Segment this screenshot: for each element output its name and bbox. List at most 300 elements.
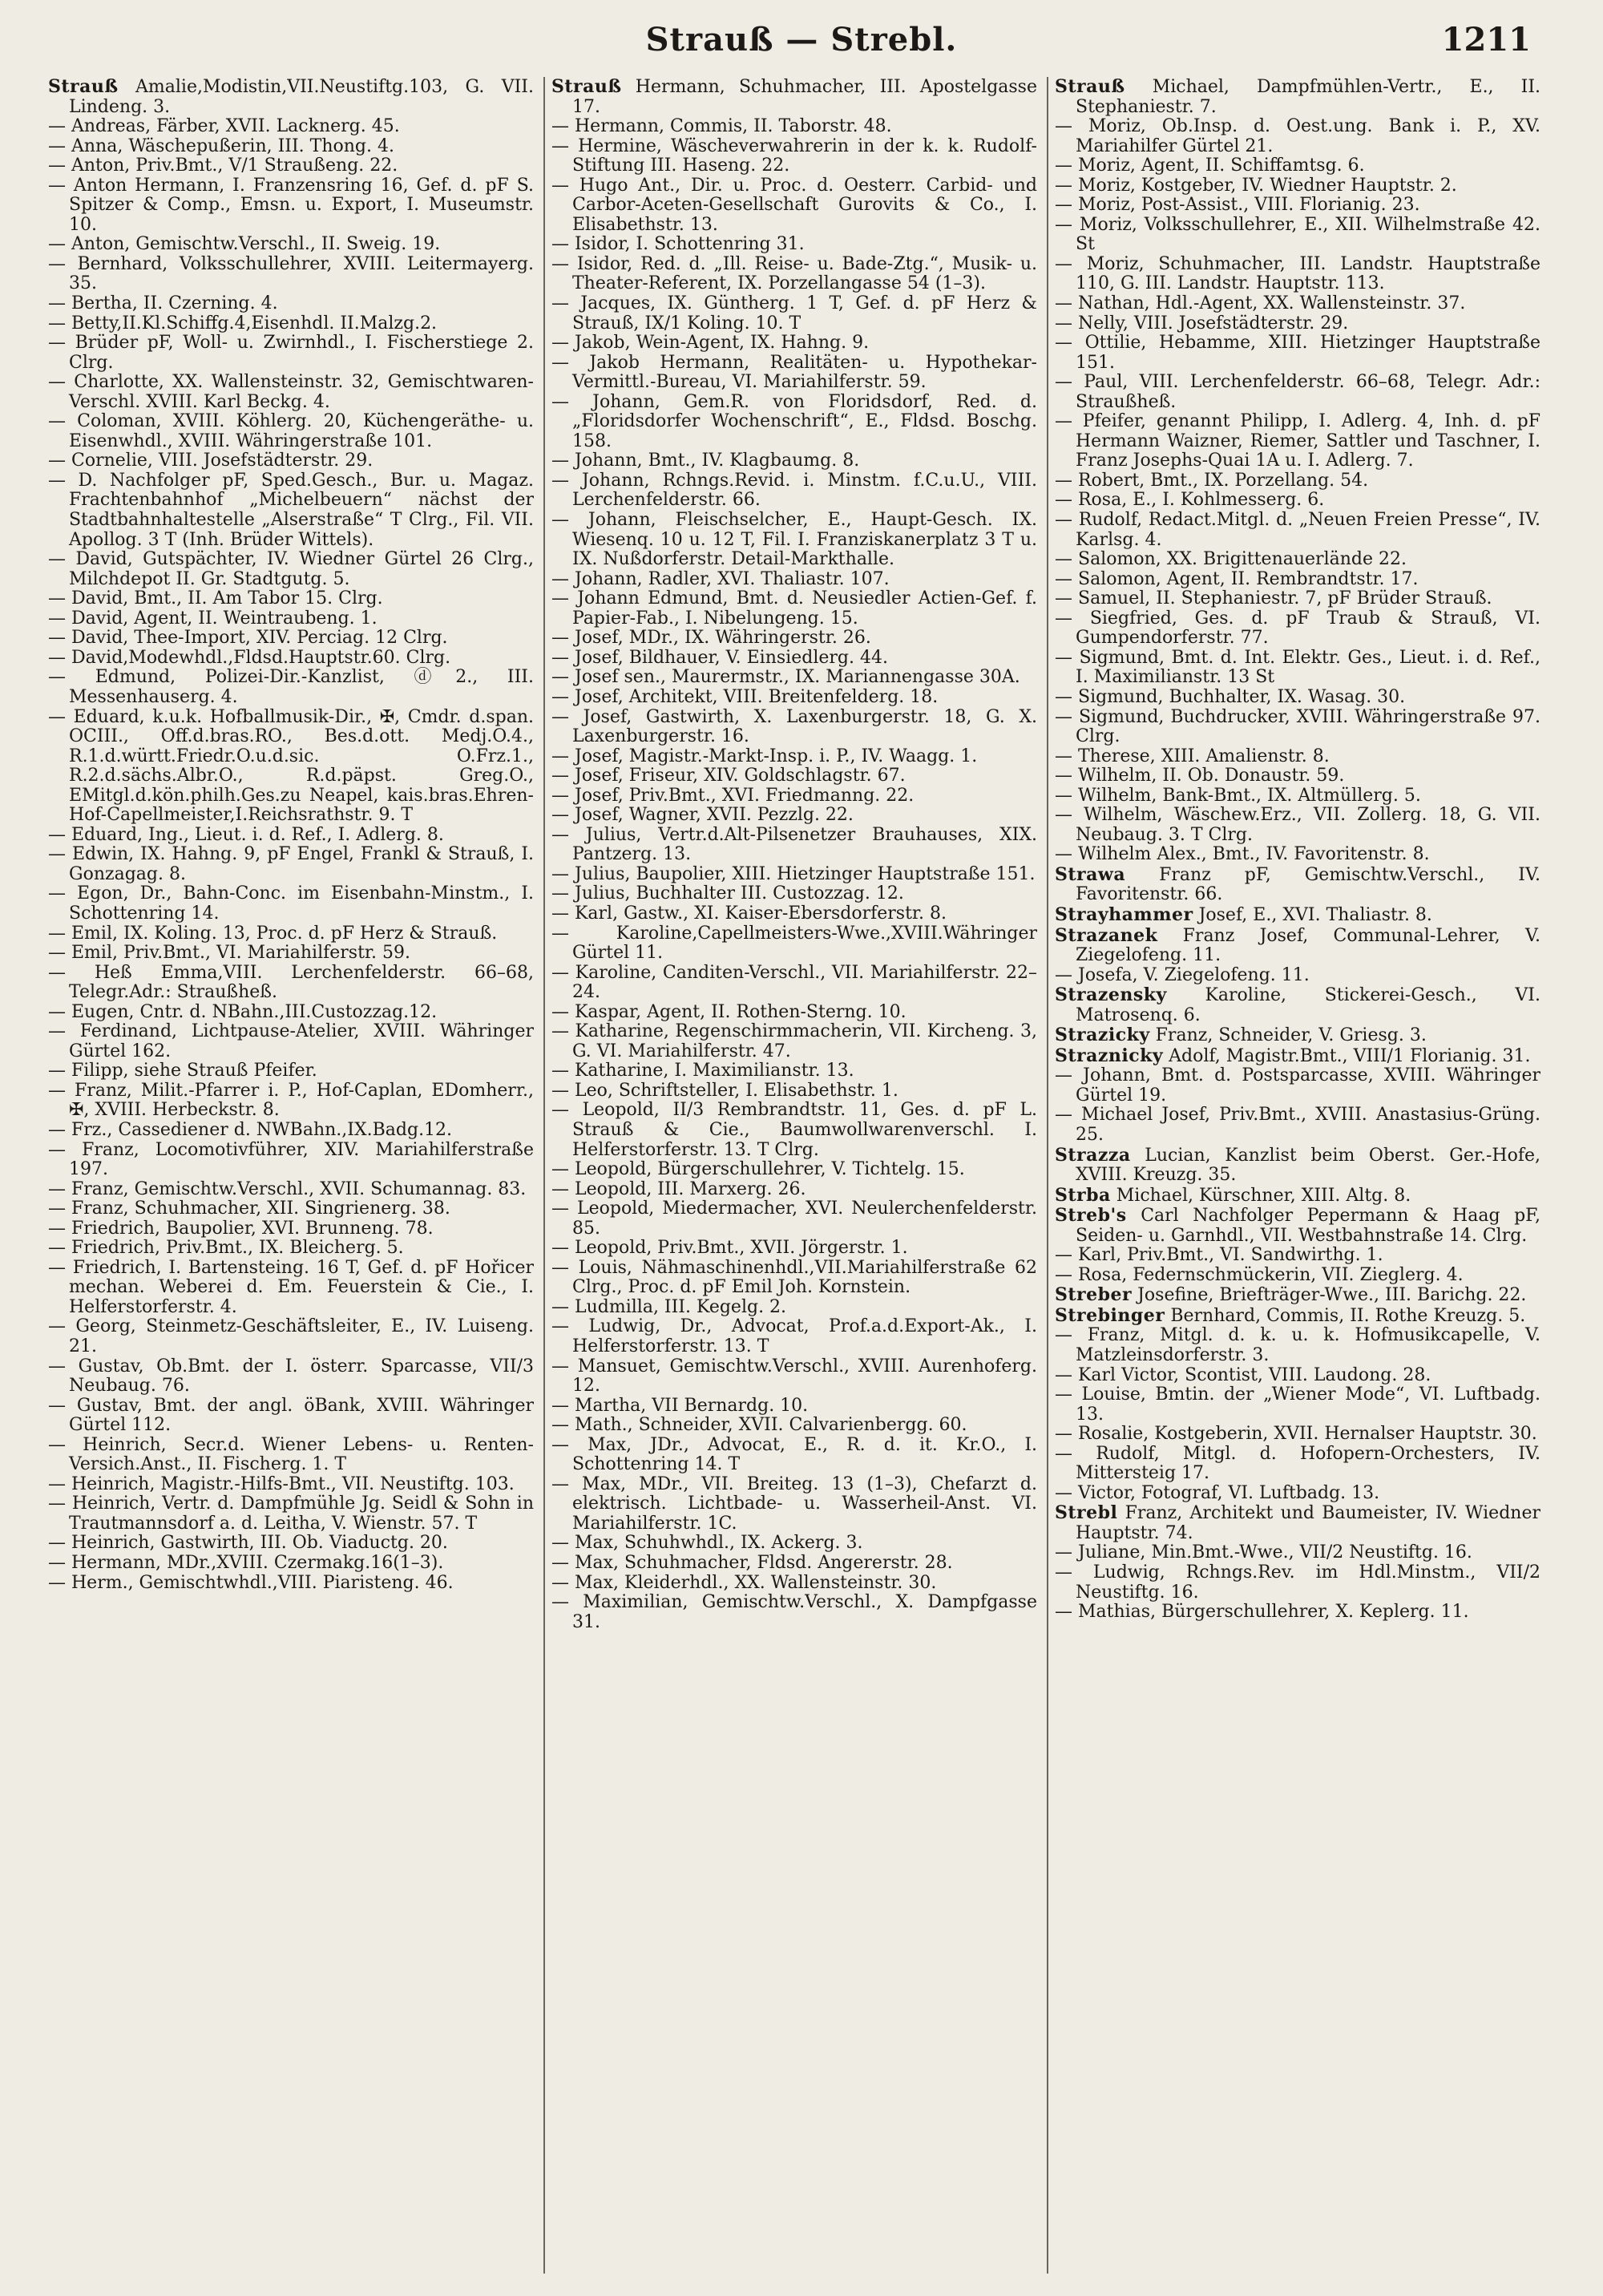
entry-text: Franz Josef, Communal-Lehrer, V. Ziegelofeng. 11.	[1076, 925, 1540, 966]
entry-text: — Ferdinand, Lichtpause-Atelier, XVIII. Währinger Gürtel 162.	[48, 1021, 534, 1061]
entry-text: — David,Modewhdl.,Fldsd.Hauptstr.60. Clrg.	[48, 647, 451, 668]
entry-text: — Moriz, Volksschullehrer, E., XII. Wilhelmstraße 42. St	[1055, 214, 1540, 255]
entry-text: — Leopold, II/3 Rembrandtstr. 11, Ges. d. pF L. Strauß & Cie., Baumwollwarenverschl. I. Helferstorferstr. 13. T Clrg.	[551, 1100, 1037, 1160]
entry-text: — Karl, Priv.Bmt., VI. Sandwirthg. 1.	[1055, 1245, 1383, 1266]
directory-entry	[1055, 216, 1540, 255]
directory-entry	[48, 1081, 534, 1121]
entry-text: Lucian, Kanzlist beim Oberst. Ger.-Hofe, XVIII. Kreuzg. 35.	[1076, 1145, 1540, 1186]
entry-text: — Friedrich, I. Bartensteing. 16 T, Gef. d. pF Hořicer mechan. Weberei d. Em. Feuerstein & Cie., I. Helferstorferstr. 4.	[48, 1257, 534, 1317]
entry-text: — Wilhelm, Wäschew.Erz., VII. Zollerg. 18, G. VII. Neubaug. 3. T Clrg.	[1055, 805, 1540, 845]
entry-text: — Heinrich, Vertr. d. Dampfmühle Jg. Seidl & Sohn in Trautmannsdorf a. d. Leitha, V. Wienstr. 57. T	[48, 1494, 534, 1534]
entry-text: — Jacques, IX. Güntherg. 1 T, Gef. d. pF Herz & Strauß, IX/1 Koling. 10. T	[551, 293, 1037, 333]
directory-entry	[551, 1554, 1037, 1574]
entry-text: — Josef, Friseur, XIV. Goldschlagstr. 67.	[551, 766, 906, 786]
entry-text: — Moriz, Schuhmacher, III. Landstr. Hauptstraße 110, G. III. Landstr. Hauptstr. 113.	[1055, 253, 1540, 294]
entry-text: — Wilhelm Alex., Bmt., IV. Favoritenstr. 8.	[1055, 844, 1430, 865]
directory-entry	[48, 1574, 534, 1594]
entry-text: — Nathan, Hdl.-Agent, XX. Wallensteinstr. 37.	[1055, 293, 1466, 314]
entry-text: — Sigmund, Bmt. d. Int. Elektr. Ges., Lieut. i. d. Ref., I. Maximilianstr. 13 St	[1055, 647, 1540, 688]
column-1	[48, 77, 534, 2274]
entry-surname: Strazicky	[1055, 1025, 1150, 1046]
entry-text: — Robert, Bmt., IX. Porzellang. 54.	[1055, 470, 1369, 491]
entry-text: — Isidor, Red. d. „Ill. Reise- u. Bade-Ztg.“, Musik- u. Theater-Referent, IX. Porzellangasse 54 (1–3).	[551, 253, 1037, 294]
directory-entry	[48, 1180, 534, 1200]
entry-text: — Moriz, Agent, II. Schiffamtsg. 6.	[1055, 156, 1365, 176]
directory-entry	[551, 1101, 1037, 1160]
entry-text: — Leopold, Miedermacher, XVI. Neulerchenfelderstr. 85.	[551, 1199, 1037, 1239]
entry-text: — Kaspar, Agent, II. Rothen-Sterng. 10.	[551, 1001, 906, 1022]
entry-text: — Moriz, Kostgeber, IV. Wiedner Hauptstr. 2.	[1055, 175, 1457, 196]
entry-text: — Ludmilla, III. Kegelg. 2.	[551, 1296, 787, 1317]
entry-surname: Strebl	[1055, 1502, 1118, 1524]
entry-text: — Hermine, Wäscheverwahrerin in der k. k. Rudolf-Stiftung III. Haseng. 22.	[551, 135, 1037, 176]
entry-surname: Streb's	[1055, 1205, 1127, 1227]
directory-entry	[1055, 471, 1540, 491]
entry-text: — Johann, Gem.R. von Floridsdorf, Red. d. „Floridsdorfer Wochenschrift“, E., Fldsd. Boschg. 158.	[551, 391, 1037, 451]
directory-entry	[48, 1534, 534, 1554]
directory-entry	[551, 708, 1037, 747]
directory-entry	[1055, 511, 1540, 550]
entry-surname: Strauß	[551, 77, 622, 97]
entry-text: — Wilhelm, Bank-Bmt., IX. Altmüllerg. 5.	[1055, 785, 1421, 806]
directory-entry	[551, 1436, 1037, 1475]
directory-entry	[1055, 966, 1540, 986]
entry-text: — Nelly, VIII. Josefstädterstr. 29.	[1055, 313, 1349, 333]
directory-entry	[48, 412, 534, 451]
entry-text: — Frz., Cassediener d. NWBahn.,IX.Badg.12.	[48, 1119, 453, 1140]
directory-entry	[1055, 1146, 1540, 1186]
directory-entry	[551, 688, 1037, 708]
directory-entry	[48, 1239, 534, 1259]
entry-text: Franz, Schneider, V. Griesg. 3.	[1155, 1025, 1427, 1046]
entry-text: — Isidor, I. Schottenring 31.	[551, 234, 805, 255]
directory-entry	[48, 944, 534, 964]
directory-entry	[48, 1022, 534, 1061]
directory-entry	[551, 1061, 1037, 1081]
directory-entry	[551, 1593, 1037, 1632]
entry-text: — Heinrich, Magistr.-Hilfs-Bmt., VII. Neustiftg. 103.	[48, 1473, 515, 1494]
entry-text: — Max, Schuhmacher, Fldsd. Angererstr. 28.	[551, 1553, 953, 1574]
entry-surname: Streber	[1055, 1284, 1133, 1306]
entry-text: — Josef, Priv.Bmt., XVI. Friedmanng. 22.	[551, 785, 915, 806]
entry-text: — Betty,II.Kl.Schiffg.4,Eisenhdl. II.Malzg.2.	[48, 313, 438, 333]
entry-text: — David, Thee-Import, XIV. Perciag. 12 Clrg.	[48, 628, 448, 649]
column-2	[551, 77, 1037, 2274]
entry-text: — D. Nachfolger pF, Sped.Gesch., Bur. u. Magaz. Frachtenbahnhof „Michelbeuern“ nächst der Stadtbahnhaltestelle „Alserstraße“ T Clrg., Fil. VII. Apollog. 3 T (Inh. Brüder Wittels).	[48, 470, 534, 550]
directory-entry	[551, 570, 1037, 590]
entry-text: — Max, JDr., Advocat, E., R. d. it. Kr.O., I. Schottenring 14. T	[551, 1434, 1037, 1475]
directory-entry	[551, 471, 1037, 511]
entry-text: — Rosalie, Kostgeberin, XVII. Hernalser Hauptstr. 30.	[1055, 1424, 1537, 1445]
column-3	[1055, 77, 1540, 2274]
directory-entry	[1055, 609, 1540, 649]
entry-text: — Bertha, II. Czerning. 4.	[48, 293, 278, 314]
directory-entry	[551, 255, 1037, 294]
directory-entry	[1055, 1366, 1540, 1386]
entry-text: — Anton Hermann, I. Franzensring 16, Gef. d. pF S. Spitzer & Comp., Emsn. u. Export, I. Museumstr. 10.	[48, 175, 534, 235]
directory-entry	[551, 964, 1037, 1003]
directory-entry	[551, 1199, 1037, 1239]
directory-entry	[551, 1003, 1037, 1023]
directory-entry	[48, 373, 534, 412]
entry-text: — Josef, Wagner, XVII. Pezzlg. 22.	[551, 805, 854, 826]
entry-text: — Franz, Milit.-Pfarrer i. P., Hof-Caplan, EDomherr., ✠, XVIII. Herbeckstr. 8.	[48, 1080, 534, 1121]
directory-entry	[551, 294, 1037, 333]
page-header	[0, 16, 1603, 64]
entry-text: — Rudolf, Redact.Mitgl. d. „Neuen Freien Presse“, IV. Karlsg. 4.	[1055, 510, 1540, 550]
entry-text: — Mansuet, Gemischtw.Verschl., XVIII. Aurenhoferg. 12.	[551, 1356, 1037, 1397]
directory-entry	[48, 1436, 534, 1475]
directory-entry	[551, 786, 1037, 806]
entry-text: — Maximilian, Gemischtw.Verschl., X. Dampfgasse 31.	[551, 1592, 1037, 1632]
entry-text: — Eduard, k.u.k. Hofballmusik-Dir., ✠, Cmdr. d.span. OCIII., Off.d.bras.RO., Bes.d.ott. Medj.O.4., R.1.d.württ.Friedr.O.u.d.sic. O.Frz.1., R.2.d.sächs.Albr.O., R.d.päpst. Greg.O., EMitgl.d.kön.philh.Ges.zu Neapel, kais.bras.Ehren-Hof-Capellmeister,I.Reichsrathstr. 9. T	[48, 706, 534, 826]
directory-entry	[1055, 806, 1540, 845]
directory-entry	[1055, 1046, 1540, 1067]
entry-text: — Emil, IX. Koling. 13, Proc. d. pF Herz & Strauß.	[48, 923, 498, 944]
directory-entry	[48, 1554, 534, 1574]
entry-text: — Rudolf, Mitgl. d. Hofopern-Orchesters, IV. Mittersteig 17.	[1055, 1443, 1540, 1484]
entry-text: — Katharine, I. Maximilianstr. 13.	[551, 1061, 854, 1081]
directory-columns	[48, 77, 1555, 2274]
entry-text: — Hermann, MDr.,XVIII. Czermakg.16(1–3).	[48, 1553, 444, 1574]
directory-entry	[551, 629, 1037, 649]
directory-entry	[551, 1574, 1037, 1594]
entry-surname: Strauß	[1055, 77, 1125, 97]
directory-entry	[1055, 77, 1540, 117]
entry-text: Hermann, Schuhmacher, III. Apostelgasse 17.	[572, 77, 1037, 117]
entry-text: — Johann, Bmt., IV. Klagbaumg. 8.	[551, 451, 860, 471]
directory-entry	[1055, 747, 1540, 767]
entry-text: — Jakob Hermann, Realitäten- u. Hypothekar-Vermittl.-Bureau, VI. Mariahilferstr. 59.	[551, 352, 1037, 393]
entry-text: — Leopold, Priv.Bmt., XVII. Jörgerstr. 1.	[551, 1238, 908, 1259]
entry-text: — Karoline,Capellmeisters-Wwe.,XVIII.Währinger Gürtel 11.	[551, 923, 1037, 964]
entry-text: — Cornelie, VIII. Josefstädterstr. 29.	[48, 451, 373, 471]
directory-entry	[1055, 1543, 1540, 1563]
entry-text: — Karl Victor, Scontist, VIII. Laudong. 28.	[1055, 1364, 1431, 1385]
entry-text: — David, Agent, II. Weintraubeng. 1.	[48, 608, 378, 629]
directory-entry	[1055, 1503, 1540, 1543]
directory-entry	[551, 1239, 1037, 1259]
directory-entry	[48, 333, 534, 373]
entry-text: — Leopold, III. Marxerg. 26.	[551, 1178, 806, 1199]
entry-text: — Franz, Schuhmacher, XII. Singrienerg. 38.	[48, 1199, 450, 1219]
directory-entry	[1055, 1206, 1540, 1246]
directory-entry	[551, 766, 1037, 786]
entry-text: Bernhard, Commis, II. Rothe Kreuzg. 5.	[1170, 1305, 1526, 1326]
directory-entry	[48, 1494, 534, 1534]
directory-entry	[1055, 926, 1540, 966]
directory-entry	[1055, 255, 1540, 294]
entry-text: Josefine, Briefträger-Wwe., III. Barichg. 22.	[1137, 1285, 1527, 1306]
entry-text: — Karl, Gastw., XI. Kaiser-Ebersdorferstr. 8.	[551, 903, 947, 924]
directory-entry	[48, 156, 534, 176]
directory-entry	[1055, 117, 1540, 156]
entry-text: — Anna, Wäschepußerin, III. Thong. 4.	[48, 135, 394, 156]
entry-text: — Max, MDr., VII. Breiteg. 13 (1–3), Chefarzt d. elektrisch. Lichtbade- u. Wasserheil-Anst. VI. Mariahilferstr. 1C.	[551, 1473, 1037, 1534]
directory-entry	[551, 77, 1037, 117]
entry-text: — Therese, XIII. Amalienstr. 8.	[1055, 746, 1330, 766]
entry-text: Michael, Kürschner, XIII. Altg. 8.	[1116, 1185, 1411, 1206]
entry-text: — Katharine, Regenschirmmacherin, VII. Kircheng. 3, G. VI. Mariahilferstr. 47.	[551, 1021, 1037, 1061]
directory-entry	[48, 884, 534, 924]
directory-entry	[1055, 589, 1540, 609]
directory-entry	[1055, 985, 1540, 1025]
entry-text: — Filipp, siehe Strauß Pfeifer.	[48, 1061, 317, 1081]
entry-surname: Strebinger	[1055, 1304, 1165, 1326]
directory-entry	[1055, 373, 1540, 412]
directory-entry	[1055, 491, 1540, 511]
directory-entry	[48, 924, 534, 944]
entry-text: Carl Nachfolger Pepermann & Haag pF, Seiden- u. Garnhdl., VII. Westbahnstraße 14. Clrg.	[1076, 1206, 1540, 1246]
entry-text: — Josef sen., Maurermstr., IX. Mariannengasse 30A.	[551, 667, 1020, 688]
entry-text: Karoline, Stickerei-Gesch., VI. Matrosenq. 6.	[1076, 985, 1540, 1025]
entry-text: Franz, Architekt und Baumeister, IV. Wiedner Hauptstr. 74.	[1076, 1503, 1540, 1543]
entry-text: — Josef, Architekt, VIII. Breitenfelderg. 18.	[551, 686, 939, 707]
entry-text: — Pfeifer, genannt Philipp, I. Adlerg. 4, Inh. d. pF Hermann Waizner, Riemer, Sattler und Taschner, I. Franz Josephs-Quai 1A u. I. Adlerg. 7.	[1055, 411, 1540, 471]
directory-entry	[1055, 1306, 1540, 1327]
directory-entry	[48, 1475, 534, 1495]
entry-text: Franz pF, Gemischtw.Verschl., IV. Favoritenstr. 66.	[1076, 864, 1540, 905]
directory-entry	[48, 708, 534, 826]
entry-text: — Sigmund, Buchdrucker, XVIII. Währingerstraße 97. Clrg.	[1055, 706, 1540, 747]
directory-entry	[48, 294, 534, 314]
directory-entry	[1055, 1445, 1540, 1484]
directory-entry	[551, 1259, 1037, 1298]
entry-text: — Friedrich, Priv.Bmt., IX. Bleicherg. 5.	[48, 1238, 404, 1259]
entry-text: — Johann, Bmt. d. Postsparcasse, XVIII. Währinger Gürtel 19.	[1055, 1065, 1540, 1106]
entry-text: — Rosa, E., I. Kohlmesserg. 6.	[1055, 490, 1325, 511]
directory-entry	[1055, 1186, 1540, 1207]
directory-entry	[48, 471, 534, 550]
entry-text: — Friedrich, Baupolier, XVI. Brunneng. 78.	[48, 1218, 434, 1239]
directory-entry	[551, 649, 1037, 669]
directory-entry	[551, 511, 1037, 570]
entry-surname: Strazensky	[1055, 984, 1167, 1006]
directory-entry	[551, 117, 1037, 137]
entry-text: — Eugen, Cntr. d. NBahn.,III.Custozzag.12.	[48, 1001, 438, 1022]
directory-entry	[1055, 1106, 1540, 1145]
directory-entry	[551, 176, 1037, 236]
directory-entry	[551, 589, 1037, 629]
entry-text: — Louise, Bmtin. der „Wiener Mode“, VI. Luftbadg. 13.	[1055, 1384, 1540, 1425]
entry-text: — Edwin, IX. Hahng. 9, pF Engel, Frankl & Strauß, I. Gonzagag. 8.	[48, 844, 534, 884]
directory-entry	[1055, 1603, 1540, 1623]
entry-text: — Karoline, Canditen-Verschl., VII. Mariahilferstr. 22–24.	[551, 962, 1037, 1003]
directory-entry	[48, 1317, 534, 1356]
directory-entry	[1055, 156, 1540, 176]
entry-text: — Heinrich, Secr.d. Wiener Lebens- u. Renten-Versich.Anst., II. Fischerg. 1. T	[48, 1434, 534, 1475]
directory-entry	[48, 589, 534, 609]
directory-entry	[551, 1298, 1037, 1318]
entry-text: Amalie,Modistin,VII.Neustiftg.103, G. VII. Lindeng. 3.	[69, 77, 534, 117]
entry-text: — Sigmund, Buchhalter, IX. Wasag. 30.	[1055, 686, 1406, 707]
entry-text: — Moriz, Ob.Insp. d. Oest.ung. Bank i. P., XV. Mariahilfer Gürtel 21.	[1055, 116, 1540, 156]
directory-entry	[48, 649, 534, 669]
entry-text: — Franz, Mitgl. d. k. u. k. Hofmusikcapelle, V. Matzleinsdorferstr. 3.	[1055, 1325, 1540, 1365]
directory-entry	[551, 354, 1037, 393]
entry-surname: Strazanek	[1055, 924, 1158, 946]
entry-text: — Josef, Gastwirth, X. Laxenburgerstr. 18, G. X. Laxenburgerstr. 16.	[551, 706, 1037, 747]
directory-entry	[48, 255, 534, 294]
entry-text: — Gustav, Ob.Bmt. der I. österr. Sparcasse, VII/3 Neubaug. 76.	[48, 1356, 534, 1397]
entry-text: — Heinrich, Gastwirth, III. Ob. Viaductg. 20.	[48, 1533, 448, 1554]
directory-entry	[1055, 1246, 1540, 1266]
directory-entry	[551, 1022, 1037, 1061]
directory-entry	[48, 1199, 534, 1219]
entry-text: — Coloman, XVIII. Köhlerg. 20, Küchengeräthe- u. Eisenwhdl., XVIII. Währingerstraße 101.	[48, 411, 534, 451]
directory-entry	[48, 550, 534, 589]
directory-entry	[1055, 294, 1540, 314]
directory-entry	[1055, 649, 1540, 688]
entry-text: — Franz, Gemischtw.Verschl., XVII. Schumannag. 83.	[48, 1178, 527, 1199]
directory-entry	[48, 117, 534, 137]
directory-entry	[1055, 196, 1540, 216]
entry-text: Adolf, Magistr.Bmt., VIII/1 Florianig. 31.	[1169, 1045, 1531, 1066]
directory-entry	[48, 668, 534, 707]
directory-entry	[48, 845, 534, 884]
entry-text: — Anton, Priv.Bmt., V/1 Straußeng. 22.	[48, 156, 398, 176]
directory-entry	[1055, 412, 1540, 471]
entry-text: — Samuel, II. Stephaniestr. 7, pF Brüder Strauß.	[1055, 588, 1492, 609]
entry-text: — Wilhelm, II. Ob. Donaustr. 59.	[1055, 766, 1345, 786]
directory-entry	[1055, 865, 1540, 905]
directory-entry	[48, 1141, 534, 1180]
directory-entry	[1055, 1266, 1540, 1286]
entry-surname: Strba	[1055, 1184, 1111, 1206]
directory-entry	[1055, 688, 1540, 708]
directory-entry	[1055, 708, 1540, 747]
directory-entry	[48, 137, 534, 157]
entry-text: — Egon, Dr., Bahn-Conc. im Eisenbahn-Minstm., I. Schottenring 14.	[48, 883, 534, 924]
directory-entry	[48, 964, 534, 1003]
directory-entry	[551, 1317, 1037, 1356]
entry-text: — Herm., Gemischtwhdl.,VIII. Piaristeng. 46.	[48, 1572, 454, 1593]
entry-text: — Juliane, Min.Bmt.-Wwe., VII/2 Neustiftg. 16.	[1055, 1542, 1472, 1563]
directory-entry	[48, 451, 534, 471]
directory-entry	[48, 235, 534, 255]
directory-entry	[1055, 550, 1540, 570]
directory-entry	[551, 806, 1037, 826]
entry-surname: Strayhammer	[1055, 903, 1193, 925]
directory-entry	[551, 451, 1037, 471]
entry-text: — Hugo Ant., Dir. u. Proc. d. Oesterr. Carbid- und Carbor-Aceten-Gesellschaft Gurovits & Co., I. Elisabethstr. 13.	[551, 175, 1037, 235]
directory-entry	[1055, 314, 1540, 334]
directory-entry	[48, 1357, 534, 1397]
directory-entry	[48, 1259, 534, 1318]
directory-entry	[1055, 1563, 1540, 1603]
entry-surname: Strazza	[1055, 1144, 1131, 1166]
directory-entry	[551, 1416, 1037, 1436]
directory-entry	[551, 1160, 1037, 1180]
entry-text: — Johann, Rchngs.Revid. i. Minstm. f.C.u.U., VIII. Lerchenfelderstr. 66.	[551, 470, 1037, 511]
entry-text: — Louis, Nähmaschinenhdl.,VII.Mariahilferstraße 62 Clrg., Proc. d. pF Emil Joh. Kornstein.	[551, 1257, 1037, 1298]
entry-text: — Salomon, XX. Brigittenauerlände 22.	[1055, 549, 1407, 570]
entry-text: — Eduard, Ing., Lieut. i. d. Ref., I. Adlerg. 8.	[48, 824, 444, 845]
entry-text: — Anton, Gemischtw.Verschl., II. Sweig. 19.	[48, 234, 441, 255]
entry-text: — David, Gutspächter, IV. Wiedner Gürtel 26 Clrg., Milchdepot II. Gr. Stadtgutg. 5.	[48, 549, 534, 589]
directory-entry	[551, 747, 1037, 767]
entry-text: — Leopold, Bürgerschullehrer, V. Tichtelg. 15.	[551, 1159, 965, 1180]
entry-text: — Bernhard, Volksschullehrer, XVIII. Leitermayerg. 35.	[48, 253, 534, 294]
directory-entry	[1055, 1326, 1540, 1365]
entry-text: — Josef, Bildhauer, V. Einsiedlerg. 44.	[551, 647, 888, 668]
entry-text: — Gustav, Bmt. der angl. öBank, XVIII. Währinger Gürtel 112.	[48, 1395, 534, 1436]
entry-text: — Charlotte, XX. Wallensteinstr. 32, Gemischtwaren-Verschl. XVIII. Karl Beckg. 4.	[48, 372, 534, 412]
directory-entry	[48, 1061, 534, 1081]
directory-entry	[551, 904, 1037, 924]
directory-entry	[48, 826, 534, 846]
directory-entry	[551, 1534, 1037, 1554]
directory-entry	[1055, 905, 1540, 926]
directory-entry	[48, 629, 534, 649]
entry-text: — Georg, Steinmetz-Geschäftsleiter, E., IV. Luiseng. 21.	[48, 1316, 534, 1356]
directory-entry	[551, 865, 1037, 885]
directory-entry	[551, 1180, 1037, 1200]
directory-entry	[1055, 333, 1540, 373]
entry-text: — Jakob, Wein-Agent, IX. Hahng. 9.	[551, 333, 870, 354]
entry-text: — Edmund, Polizei-Dir.-Kanzlist, ⓓ2., III. Messenhauserg. 4.	[48, 667, 534, 707]
entry-surname: Strauß	[48, 77, 119, 97]
entry-text: — David, Bmt., II. Am Tabor 15. Clrg.	[48, 588, 383, 609]
entry-surname: Straznicky	[1055, 1045, 1164, 1066]
directory-entry	[1055, 176, 1540, 196]
directory-entry	[551, 668, 1037, 688]
directory-entry	[551, 924, 1037, 964]
directory-entry	[551, 1081, 1037, 1102]
directory-entry	[1055, 1484, 1540, 1504]
directory-entry	[48, 1003, 534, 1023]
entry-text: — Heß Emma,VIII. Lerchenfelderstr. 66–68, Telegr.Adr.: Straußheß.	[48, 962, 534, 1003]
entry-text: — Josef, Magistr.-Markt-Insp. i. P., IV. Waagg. 1.	[551, 746, 978, 766]
entry-text: — Josefa, V. Ziegelofeng. 11.	[1055, 964, 1310, 985]
entry-text: — Michael Josef, Priv.Bmt., XVIII. Anastasius-Grüng. 25.	[1055, 1105, 1540, 1145]
directory-entry	[48, 314, 534, 334]
directory-entry	[1055, 570, 1540, 590]
entry-text: — Leo, Schriftsteller, I. Elisabethstr. 1.	[551, 1080, 898, 1101]
entry-text: Josef, E., XVI. Thaliastr. 8.	[1198, 904, 1432, 925]
directory-entry	[48, 1121, 534, 1141]
directory-entry	[551, 137, 1037, 176]
directory-entry	[551, 393, 1037, 452]
entry-text: — Emil, Priv.Bmt., VI. Mariahilferstr. 59.	[48, 943, 410, 964]
entry-text: Michael, Dampfmühlen-Vertr., E., II. Stephaniestr. 7.	[1076, 77, 1540, 117]
directory-entry	[48, 609, 534, 629]
entry-text: — Rosa, Federnschmückerin, VII. Zieglerg. 4.	[1055, 1264, 1464, 1285]
directory-entry	[48, 176, 534, 236]
entry-text: — Ottilie, Hebamme, XIII. Hietzinger Hauptstraße 151.	[1055, 333, 1540, 373]
page-title: Strauß — Strebl.	[645, 21, 958, 59]
entry-text: — Ludwig, Rchngs.Rev. im Hdl.Minstm., VII/2 Neustiftg. 16.	[1055, 1562, 1540, 1603]
entry-text: — Johann, Fleischselcher, E., Haupt-Gesch. IX. Wiesenq. 10 u. 12 T, Fil. I. Franziskanerplatz 3 T u. IX. Nußdorferstr. Detail-Markthalle.	[551, 510, 1037, 570]
directory-entry	[1055, 1285, 1540, 1306]
directory-entry	[551, 884, 1037, 904]
directory-entry	[551, 826, 1037, 865]
entry-text: — Johann, Radler, XVI. Thaliastr. 107.	[551, 568, 890, 589]
page-number: 1211	[1441, 21, 1531, 59]
entry-text: — Brüder pF, Woll- u. Zwirnhdl., I. Fischerstiege 2. Clrg.	[48, 333, 534, 373]
directory-entry	[551, 333, 1037, 354]
entry-text: — Math., Schneider, XVII. Calvarienbergg. 60.	[551, 1415, 967, 1436]
entry-text: — Victor, Fotograf, VI. Luftbadg. 13.	[1055, 1482, 1380, 1503]
directory-entry	[1055, 766, 1540, 786]
entry-text: — Salomon, Agent, II. Rembrandtstr. 17.	[1055, 568, 1419, 589]
entry-text: — Ludwig, Dr., Advocat, Prof.a.d.Export-Ak., I. Helferstorferstr. 13. T	[551, 1316, 1037, 1356]
directory-entry	[551, 1397, 1037, 1417]
directory-entry	[1055, 1066, 1540, 1106]
entry-text: — Julius, Vertr.d.Alt-Pilsenetzer Brauhauses, XIX. Pantzerg. 13.	[551, 824, 1037, 865]
directory-entry	[48, 1397, 534, 1436]
entry-surname: Strawa	[1055, 863, 1126, 885]
